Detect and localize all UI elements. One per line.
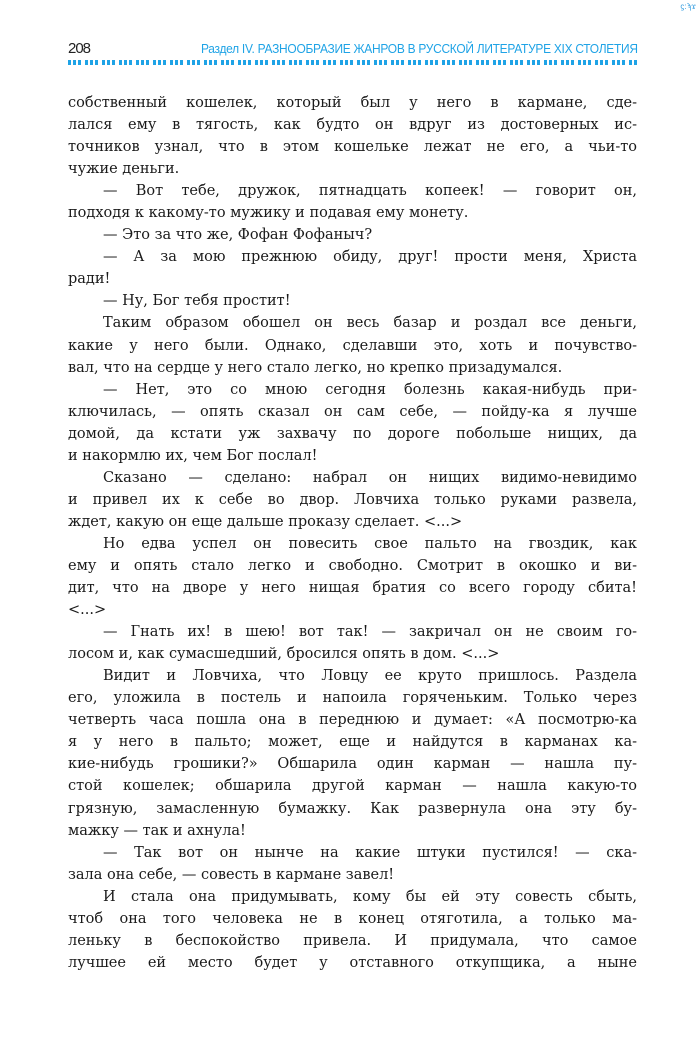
text-line [68,423,637,445]
text-line [68,224,637,246]
text-line [68,158,637,180]
text-line [68,842,637,864]
text-line-content: мажку — так и ахнула! [68,822,246,839]
text-line [68,930,637,952]
text-line [68,621,637,643]
text-line [68,467,637,489]
text-line-content: Но едва успел он повесить свое пальто на гвоздик, как [103,535,637,552]
text-line [68,92,637,114]
text-line-content: чужие деньги. [68,161,180,178]
text-line-content: — Гнать их! в шею! вот так! — закричал он не своим го- [103,624,637,641]
text-line [68,489,637,511]
text-line-content: И стала она придумывать, кому бы ей эту совесть сбыть, [103,888,637,905]
text-line [68,709,637,731]
text-line [68,798,637,820]
text-line-content: — Это за что же, Фофан Фофаныч? [103,227,373,244]
text-line-content: его, уложила в постель и напоила горяченьким. Только через [68,690,637,707]
page-number: 208 [68,40,91,57]
text-line-content: собственный кошелек, который был у него в кармане, сде- [68,95,637,111]
text-line-content: ждет, какую он еще дальше проказу сделает. <...> [68,513,463,530]
text-line-content: точников узнал, что в этом кошельке лежат не его, а чьи-то [68,139,637,156]
text-line [68,886,637,908]
text-line [68,268,637,290]
text-line [68,753,637,775]
text-line [68,136,637,158]
text-line [68,511,637,533]
text-line-content: кие-нибудь грошики?» Обшарила один карман — нашла пу- [68,756,637,773]
text-line-content: подходя к какому-то мужику и подавая ему монету. [68,205,469,222]
text-line [68,379,637,401]
text-line [68,401,637,423]
text-line [68,731,637,753]
text-line [68,335,637,357]
text-line-content: домой, да кстати уж захвачу по дороге побольше нищих, да [68,425,637,442]
text-line-content: <...> [68,602,107,619]
text-line [68,114,637,136]
text-line [68,577,637,599]
text-line-content: — Так вот он нынче на какие штуки пустился! — ска- [103,844,637,861]
text-line [68,687,637,709]
text-line-content: лучшее ей место будет у отставного откупщика, а ныне [68,954,637,971]
page-body-text [68,92,637,974]
text-line [68,775,637,797]
text-line-content: чтоб она того человека не в конец отяготила, а только ма- [68,910,637,927]
running-title: Раздел IV. РАЗНООБРАЗИЕ ЖАНРОВ В РУССКОЙ ЛИТЕРАТУРЕ XIX СТОЛЕТИЯ [201,41,638,56]
text-line-content: стой кошелек; обшарила другой карман — нашла какую-то [68,778,637,795]
text-line-content: вал, что на сердце у него стало легко, но крепко призадумался. [68,359,563,376]
text-line [68,952,637,974]
text-line [68,246,637,268]
text-line [68,665,637,687]
text-line [68,533,637,555]
text-line-content: дит, что на дворе у него нищая братия со всего городу сбита! [68,580,637,597]
text-line-content: грязную, замасленную бумажку. Как развернула она эту бу- [68,800,637,817]
text-line [68,599,637,621]
text-line-content: зала она себе, — совесть в кармане завел! [68,866,395,883]
text-line-content: леньку в беспокойство привела. И придумала, что самое [68,932,637,949]
text-line-content: ему и опять стало легко и свободно. Смотрит в окошко и ви- [68,557,637,574]
text-line-content: ключилась, — опять сказал он сам себе, — пойду-ка я лучше [68,403,637,420]
corner-mark: ϛ:ϡϫ [680,2,696,11]
text-line [68,312,637,334]
text-line-content: четверть часа пошла она в переднюю и думает: «А посмотрю-ка [68,712,637,729]
text-line [68,864,637,886]
text-line-content: и привел их к себе во двор. Ловчиха только руками развела, [68,491,637,508]
text-line-content: ради! [68,271,111,288]
text-line [68,357,637,379]
text-line [68,908,637,930]
text-line-content: — Нет, это со мною сегодня болезнь какая-нибудь при- [103,381,637,398]
text-line [68,820,637,842]
text-line [68,202,637,224]
text-line-content: — Вот тебе, дружок, пятнадцать копеек! — говорит он, [103,183,637,200]
text-line [68,555,637,577]
text-line [68,445,637,467]
text-line-content: какие у него были. Однако, сделавши это, хоть и почувство- [68,337,637,354]
text-line [68,290,637,312]
text-line-content: Видит и Ловчиха, что Ловцу ее круто пришлось. Раздела [103,668,637,685]
text-line-content: лосом и, как сумасшедший, бросился опять в дом. <...> [68,646,500,663]
text-line-content: Таким образом обошел он весь базар и роздал все деньги, [103,315,637,332]
text-line [68,180,637,202]
header-ornament-divider [68,60,638,65]
text-line [68,643,637,665]
text-line-content: Сказано — сделано: набрал он нищих видимо-невидимо [103,469,637,486]
text-line-content: я у него в пальто; может, еще и найдутся в карманах ка- [68,734,637,751]
text-line-content: и накормлю их, чем Бог послал! [68,447,318,464]
text-line-content: — А за мою прежнюю обиду, друг! прости меня, Христа [103,249,637,266]
text-line-content: лался ему в тягость, как будто он вдруг из достоверных ис- [68,117,637,134]
text-line-content: — Ну, Бог тебя простит! [103,293,291,310]
